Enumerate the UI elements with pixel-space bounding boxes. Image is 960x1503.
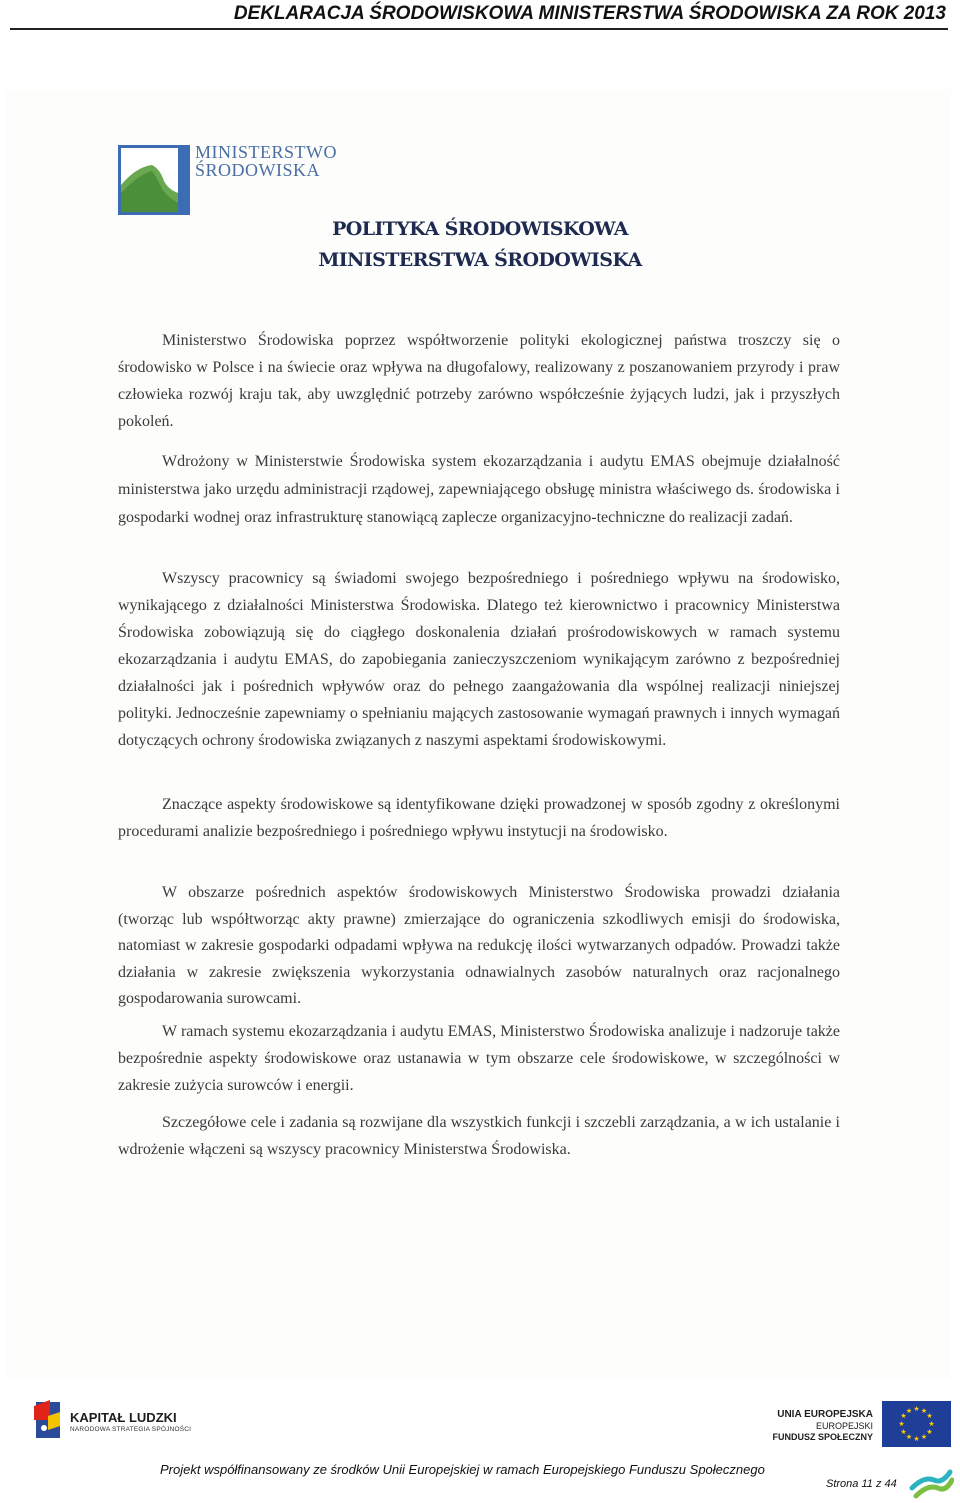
document-header-title: DEKLARACJA ŚRODOWISKOWA MINISTERSTWA ŚRODOWISKA ZA ROK 2013 <box>233 3 946 24</box>
header-divider <box>10 28 948 30</box>
svg-text:★: ★ <box>913 1405 920 1413</box>
swoosh-logo-icon <box>908 1466 954 1500</box>
kapital-ludzki-logo-icon <box>30 1398 64 1440</box>
policy-paragraph: Znaczące aspekty środowiskowe są identyfikowane dzięki prowadzonej w sposób zgodny z określonymi procedurami analizie bezpośredniego i pośredniego wpływu instytucji na środowisko. <box>118 796 840 840</box>
svg-text:★: ★ <box>920 1433 928 1441</box>
eu-label-line3: FUNDUSZ SPOŁECZNY <box>772 1432 873 1442</box>
svg-text:★: ★ <box>928 1420 935 1428</box>
ministry-logo-icon <box>118 145 190 215</box>
kapital-ludzki-subtitle: NARODOWA STRATEGIA SPÓJNOŚCI <box>70 1426 192 1433</box>
svg-text:★: ★ <box>913 1435 920 1443</box>
document-title-line2: MINISTERSTWA ŚRODOWISKA <box>318 249 642 271</box>
eu-label-line1: UNIA EUROPEJSKA <box>777 1409 873 1420</box>
eu-label-line2: EUROPEJSKI <box>815 1421 873 1431</box>
ministry-name-line2: ŚRODOWISKA <box>195 160 321 180</box>
policy-paragraph: Szczegółowe cele i zadania są rozwijane dla wszystkich funkcji i szczebli zarządzania, a w ich ustalanie i wdrożenie włączeni są wszyscy pracownicy Ministerstwa Środowiska. <box>118 1114 840 1158</box>
ministry-name <box>195 143 337 179</box>
ministry-name-line1: MINISTERSTWO <box>195 142 337 162</box>
svg-text:★: ★ <box>898 1420 905 1428</box>
policy-paragraph: W ramach systemu ekozarządzania i audytu EMAS, Ministerstwo Środowiska analizuje i nadzoruje także bezpośrednie aspekty środowiskowe oraz ustanawia w tym obszarze cele środowiskowe, w szczególności w zakresie zużycia surowców i energii. <box>118 1023 840 1094</box>
kapital-ludzki-title: KAPITAŁ LUDZKI <box>70 1410 177 1425</box>
policy-paragraph: Wdrożony w Ministerstwie Środowiska system ekozarządzania i audytu EMAS obejmuje działalność ministerstwa jako urzędu administracji rządowej, zapewniającego obsługę ministra właściwego ds. środowiska i gospodarki wodnej oraz infrastrukturę stanowiącą zaplecze organizacyjno-techniczne do realizacji zadań. <box>118 453 840 526</box>
svg-text:★: ★ <box>900 1412 907 1420</box>
svg-text:★: ★ <box>926 1412 933 1420</box>
policy-paragraph: Wszyscy pracownicy są świadomi swojego bezpośredniego i pośredniego wpływu na środowisko, wynikającego z działalności Ministerstwa Środowiska. Dlatego też kierownictwo i pracownicy Ministerstwa Środowiska zobowiązują się do ciągłego doskonalenia działań prośrodowiskowych w ramach systemu ekozarządzania i audytu EMAS, do zapobiegania zanieczyszczeniom wynikającym zarówno z bezpośredniej działalności jak i pośrednich wpływów oraz do pełnego zaangażowania dla wspólnej realizacji niniejszej polityki. Jednocześnie zapewniamy o spełnianiu mających zastosowanie wymagań prawnych i innych wymagań dotyczących ochrony środowiska związanych z naszymi aspektami środowiskowymi. <box>118 570 840 749</box>
document-title-line1: POLITYKA ŚRODOWISKOWA <box>332 218 628 240</box>
cofinancing-statement: Projekt współfinansowany ze środków Unii Europejskiej w ramach Europejskiego Funduszu Społecznego <box>160 1462 765 1477</box>
policy-paragraph: Ministerstwo Środowiska poprzez współtworzenie polityki ekologicznej państwa troszczy się o środowisko w Polsce i na świecie oraz wpływa na długofalowy, realizowany z poszanowaniem przyrody i praw człowieka rozwój kraju tak, aby uwzględnić potrzeby zarówno współcześnie żyjących ludzi, jak i przyszłych pokoleń. <box>118 332 840 430</box>
eu-flag-icon <box>882 1401 951 1447</box>
page-number: Strona 11 z 44 <box>826 1478 897 1490</box>
svg-text:★: ★ <box>905 1407 913 1415</box>
svg-text:★: ★ <box>926 1428 933 1436</box>
policy-paragraph: W obszarze pośrednich aspektów środowiskowych Ministerstwo Środowiska prowadzi działania (tworząc lub współtworząc akty prawne) zmierzające do ograniczenia szkodliwych emisji do środowiska, natomiast w zakresie gospodarki odpadami wpływa na redukcję ilości wytwarzanych odpadów. Prowadzi także działania w zakresie zwiększenia wykorzystania odnawialnych zasobów naturalnych oraz racjonalnego gospodarowania surowcami. <box>118 884 840 1007</box>
svg-text:★: ★ <box>920 1407 928 1415</box>
svg-text:★: ★ <box>900 1428 907 1436</box>
svg-text:★: ★ <box>905 1433 913 1441</box>
